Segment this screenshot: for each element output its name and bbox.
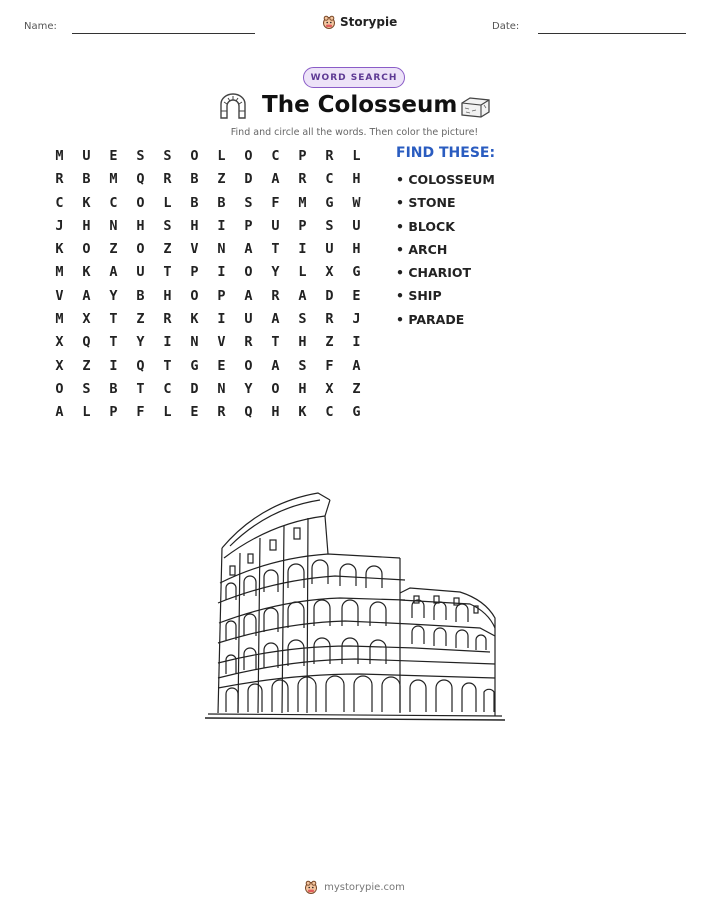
- grid-letter[interactable]: C: [109, 194, 118, 211]
- grid-letter[interactable]: A: [55, 404, 64, 421]
- grid-letter[interactable]: H: [271, 404, 280, 421]
- grid-letter[interactable]: E: [217, 357, 226, 374]
- grid-letter[interactable]: Z: [109, 241, 118, 258]
- grid-letter[interactable]: B: [136, 287, 145, 304]
- grid-letter[interactable]: R: [271, 287, 280, 304]
- grid-letter[interactable]: S: [325, 217, 334, 234]
- grid-letter[interactable]: Q: [136, 171, 145, 188]
- word-list-item: • CHARIOT: [396, 265, 472, 281]
- grid-letter[interactable]: U: [271, 217, 280, 234]
- grid-letter[interactable]: M: [55, 311, 64, 328]
- grid-letter[interactable]: U: [325, 241, 334, 258]
- name-label: Name:: [24, 21, 57, 32]
- grid-letter[interactable]: K: [82, 264, 91, 281]
- grid-letter[interactable]: K: [55, 241, 64, 258]
- grid-letter[interactable]: R: [298, 171, 307, 188]
- grid-letter[interactable]: H: [352, 171, 361, 188]
- grid-letter[interactable]: U: [82, 148, 91, 164]
- grid-letter[interactable]: Y: [136, 334, 145, 351]
- footer: [0, 880, 709, 894]
- grid-letter[interactable]: Q: [82, 334, 91, 351]
- grid-letter[interactable]: R: [55, 171, 64, 188]
- grid-letter[interactable]: A: [271, 171, 280, 188]
- date-label: Date:: [492, 21, 520, 32]
- grid-letter[interactable]: O: [244, 264, 253, 281]
- grid-letter[interactable]: S: [298, 357, 307, 374]
- grid-letter[interactable]: X: [55, 357, 64, 374]
- grid-letter[interactable]: X: [325, 380, 334, 397]
- word-list: [396, 171, 495, 334]
- grid-letter[interactable]: H: [136, 217, 145, 234]
- footer-url[interactable]: mystorypie.com: [324, 881, 405, 893]
- grid-letter[interactable]: J: [352, 311, 361, 328]
- grid-letter[interactable]: B: [82, 171, 91, 188]
- grid-letter[interactable]: M: [55, 148, 64, 164]
- grid-letter[interactable]: V: [217, 334, 226, 351]
- grid-letter[interactable]: H: [298, 380, 307, 397]
- instructions: Find and circle all the words. Then color the picture!: [230, 127, 479, 138]
- grid-letter[interactable]: P: [298, 148, 307, 164]
- grid-letter[interactable]: F: [325, 357, 334, 374]
- grid-letter[interactable]: P: [109, 404, 118, 421]
- stone-block-icon: [460, 96, 491, 118]
- grid-letter[interactable]: A: [271, 357, 280, 374]
- grid-letter[interactable]: I: [163, 334, 172, 351]
- grid-letter[interactable]: B: [217, 194, 226, 211]
- grid-letter[interactable]: L: [163, 404, 172, 421]
- grid-letter[interactable]: P: [190, 264, 199, 281]
- grid-letter[interactable]: T: [271, 241, 280, 258]
- storypie-mascot-icon: [322, 15, 336, 29]
- grid-letter[interactable]: M: [298, 194, 307, 211]
- grid-letter[interactable]: H: [352, 241, 361, 258]
- grid-letter[interactable]: N: [217, 380, 226, 397]
- grid-letter[interactable]: O: [244, 148, 253, 164]
- grid-letter[interactable]: S: [298, 311, 307, 328]
- grid-letter[interactable]: O: [271, 380, 280, 397]
- grid-letter[interactable]: L: [217, 148, 226, 164]
- grid-letter[interactable]: C: [163, 380, 172, 397]
- date-line[interactable]: [538, 33, 686, 34]
- word-search-badge: WORD SEARCH: [303, 67, 405, 88]
- grid-letter[interactable]: Z: [163, 241, 172, 258]
- grid-letter[interactable]: O: [82, 241, 91, 258]
- grid-letter[interactable]: I: [217, 264, 226, 281]
- grid-letter[interactable]: N: [217, 241, 226, 258]
- grid-letter[interactable]: C: [271, 148, 280, 164]
- grid-letter[interactable]: P: [298, 217, 307, 234]
- brand-name: Storypie: [340, 15, 398, 29]
- grid-letter[interactable]: A: [244, 287, 253, 304]
- grid-letter[interactable]: A: [109, 264, 118, 281]
- grid-letter[interactable]: B: [190, 194, 199, 211]
- grid-letter[interactable]: K: [298, 404, 307, 421]
- grid-letter[interactable]: R: [217, 404, 226, 421]
- grid-letter[interactable]: L: [352, 148, 361, 164]
- grid-letter[interactable]: E: [352, 287, 361, 304]
- grid-letter[interactable]: L: [298, 264, 307, 281]
- grid-letter[interactable]: Z: [136, 311, 145, 328]
- grid-letter[interactable]: I: [109, 357, 118, 374]
- grid-letter[interactable]: A: [298, 287, 307, 304]
- grid-letter[interactable]: U: [352, 217, 361, 234]
- grid-letter[interactable]: Q: [136, 357, 145, 374]
- page-title: The Colosseum: [262, 92, 458, 118]
- grid-letter[interactable]: Y: [244, 380, 253, 397]
- grid-letter[interactable]: T: [163, 357, 172, 374]
- grid-letter[interactable]: C: [325, 171, 334, 188]
- grid-letter[interactable]: A: [271, 311, 280, 328]
- word-search-grid: [46, 145, 370, 425]
- grid-letter[interactable]: R: [244, 334, 253, 351]
- grid-letter[interactable]: U: [136, 264, 145, 281]
- find-these-heading: FIND THESE:: [396, 145, 496, 161]
- grid-letter[interactable]: L: [82, 404, 91, 421]
- storypie-mascot-icon: [304, 880, 318, 894]
- grid-letter[interactable]: S: [82, 380, 91, 397]
- grid-letter[interactable]: U: [244, 311, 253, 328]
- grid-letter[interactable]: P: [244, 217, 253, 234]
- grid-letter[interactable]: D: [190, 380, 199, 397]
- grid-letter[interactable]: T: [136, 380, 145, 397]
- grid-letter[interactable]: I: [217, 311, 226, 328]
- grid-letter[interactable]: Z: [82, 357, 91, 374]
- grid-letter[interactable]: O: [136, 194, 145, 211]
- grid-letter[interactable]: F: [271, 194, 280, 211]
- grid-letter[interactable]: O: [244, 357, 253, 374]
- grid-letter[interactable]: Q: [244, 404, 253, 421]
- grid-letter[interactable]: D: [244, 171, 253, 188]
- grid-letter[interactable]: L: [163, 194, 172, 211]
- grid-letter[interactable]: I: [298, 241, 307, 258]
- word-list-item: • ARCH: [396, 241, 448, 257]
- word-list-item: • SHIP: [396, 288, 442, 304]
- grid-letter[interactable]: E: [190, 404, 199, 421]
- grid-letter[interactable]: A: [244, 241, 253, 258]
- grid-letter[interactable]: O: [190, 287, 199, 304]
- grid-letter[interactable]: X: [325, 264, 334, 281]
- grid-letter[interactable]: N: [190, 334, 199, 351]
- grid-letter[interactable]: S: [163, 148, 172, 164]
- word-list-item: • STONE: [396, 195, 456, 211]
- grid-letter[interactable]: K: [82, 194, 91, 211]
- grid-letter[interactable]: H: [298, 334, 307, 351]
- grid-letter[interactable]: Z: [352, 380, 361, 397]
- grid-letter[interactable]: K: [190, 311, 199, 328]
- grid-letter[interactable]: V: [190, 241, 199, 258]
- grid-letter[interactable]: T: [163, 264, 172, 281]
- grid-letter[interactable]: O: [55, 380, 64, 397]
- grid-letter[interactable]: F: [136, 404, 145, 421]
- grid-letter[interactable]: Z: [325, 334, 334, 351]
- grid-letter[interactable]: R: [325, 148, 334, 164]
- word-list-item: • BLOCK: [396, 218, 455, 234]
- grid-letter[interactable]: T: [271, 334, 280, 351]
- grid-letter[interactable]: A: [352, 357, 361, 374]
- grid-letter[interactable]: C: [55, 194, 64, 211]
- grid-letter[interactable]: T: [109, 311, 118, 328]
- grid-letter[interactable]: I: [217, 217, 226, 234]
- name-line[interactable]: [72, 33, 255, 34]
- grid-letter[interactable]: H: [82, 217, 91, 234]
- colosseum-coloring-picture: [200, 488, 510, 728]
- grid-letter[interactable]: N: [109, 217, 118, 234]
- grid-letter[interactable]: Y: [271, 264, 280, 281]
- arch-icon: [218, 93, 248, 119]
- grid-letter[interactable]: T: [109, 334, 118, 351]
- grid-letter[interactable]: M: [109, 171, 118, 188]
- grid-letter[interactable]: S: [163, 217, 172, 234]
- word-list-item: • PARADE: [396, 311, 465, 327]
- grid-letter[interactable]: Y: [109, 287, 118, 304]
- grid-letter[interactable]: S: [244, 194, 253, 211]
- grid-letter[interactable]: H: [163, 287, 172, 304]
- brand-logo: [322, 15, 397, 29]
- word-list-item: • COLOSSEUM: [396, 172, 495, 187]
- grid-letter[interactable]: Z: [217, 171, 226, 188]
- grid-letter[interactable]: E: [109, 148, 118, 164]
- grid-letter[interactable]: W: [352, 194, 361, 211]
- grid-letter[interactable]: R: [163, 311, 172, 328]
- grid-letter[interactable]: H: [190, 217, 199, 234]
- grid-letter[interactable]: V: [55, 287, 64, 304]
- grid-letter[interactable]: M: [55, 264, 64, 281]
- grid-letter[interactable]: G: [352, 404, 361, 421]
- grid-letter[interactable]: B: [109, 380, 118, 397]
- grid-letter[interactable]: D: [325, 287, 334, 304]
- grid-letter[interactable]: P: [217, 287, 226, 304]
- grid-letter[interactable]: X: [55, 334, 64, 351]
- grid-letter[interactable]: C: [325, 404, 334, 421]
- grid-letter[interactable]: B: [190, 171, 199, 188]
- grid-letter[interactable]: O: [190, 148, 199, 164]
- grid-letter[interactable]: R: [325, 311, 334, 328]
- grid-letter[interactable]: O: [136, 241, 145, 258]
- grid-letter[interactable]: R: [163, 171, 172, 188]
- grid-letter[interactable]: I: [352, 334, 361, 351]
- grid-letter[interactable]: G: [352, 264, 361, 281]
- grid-letter[interactable]: G: [325, 194, 334, 211]
- grid-letter[interactable]: A: [82, 287, 91, 304]
- grid-letter[interactable]: S: [136, 148, 145, 164]
- grid-letter[interactable]: X: [82, 311, 91, 328]
- grid-letter[interactable]: G: [190, 357, 199, 374]
- grid-letter[interactable]: J: [55, 217, 64, 234]
